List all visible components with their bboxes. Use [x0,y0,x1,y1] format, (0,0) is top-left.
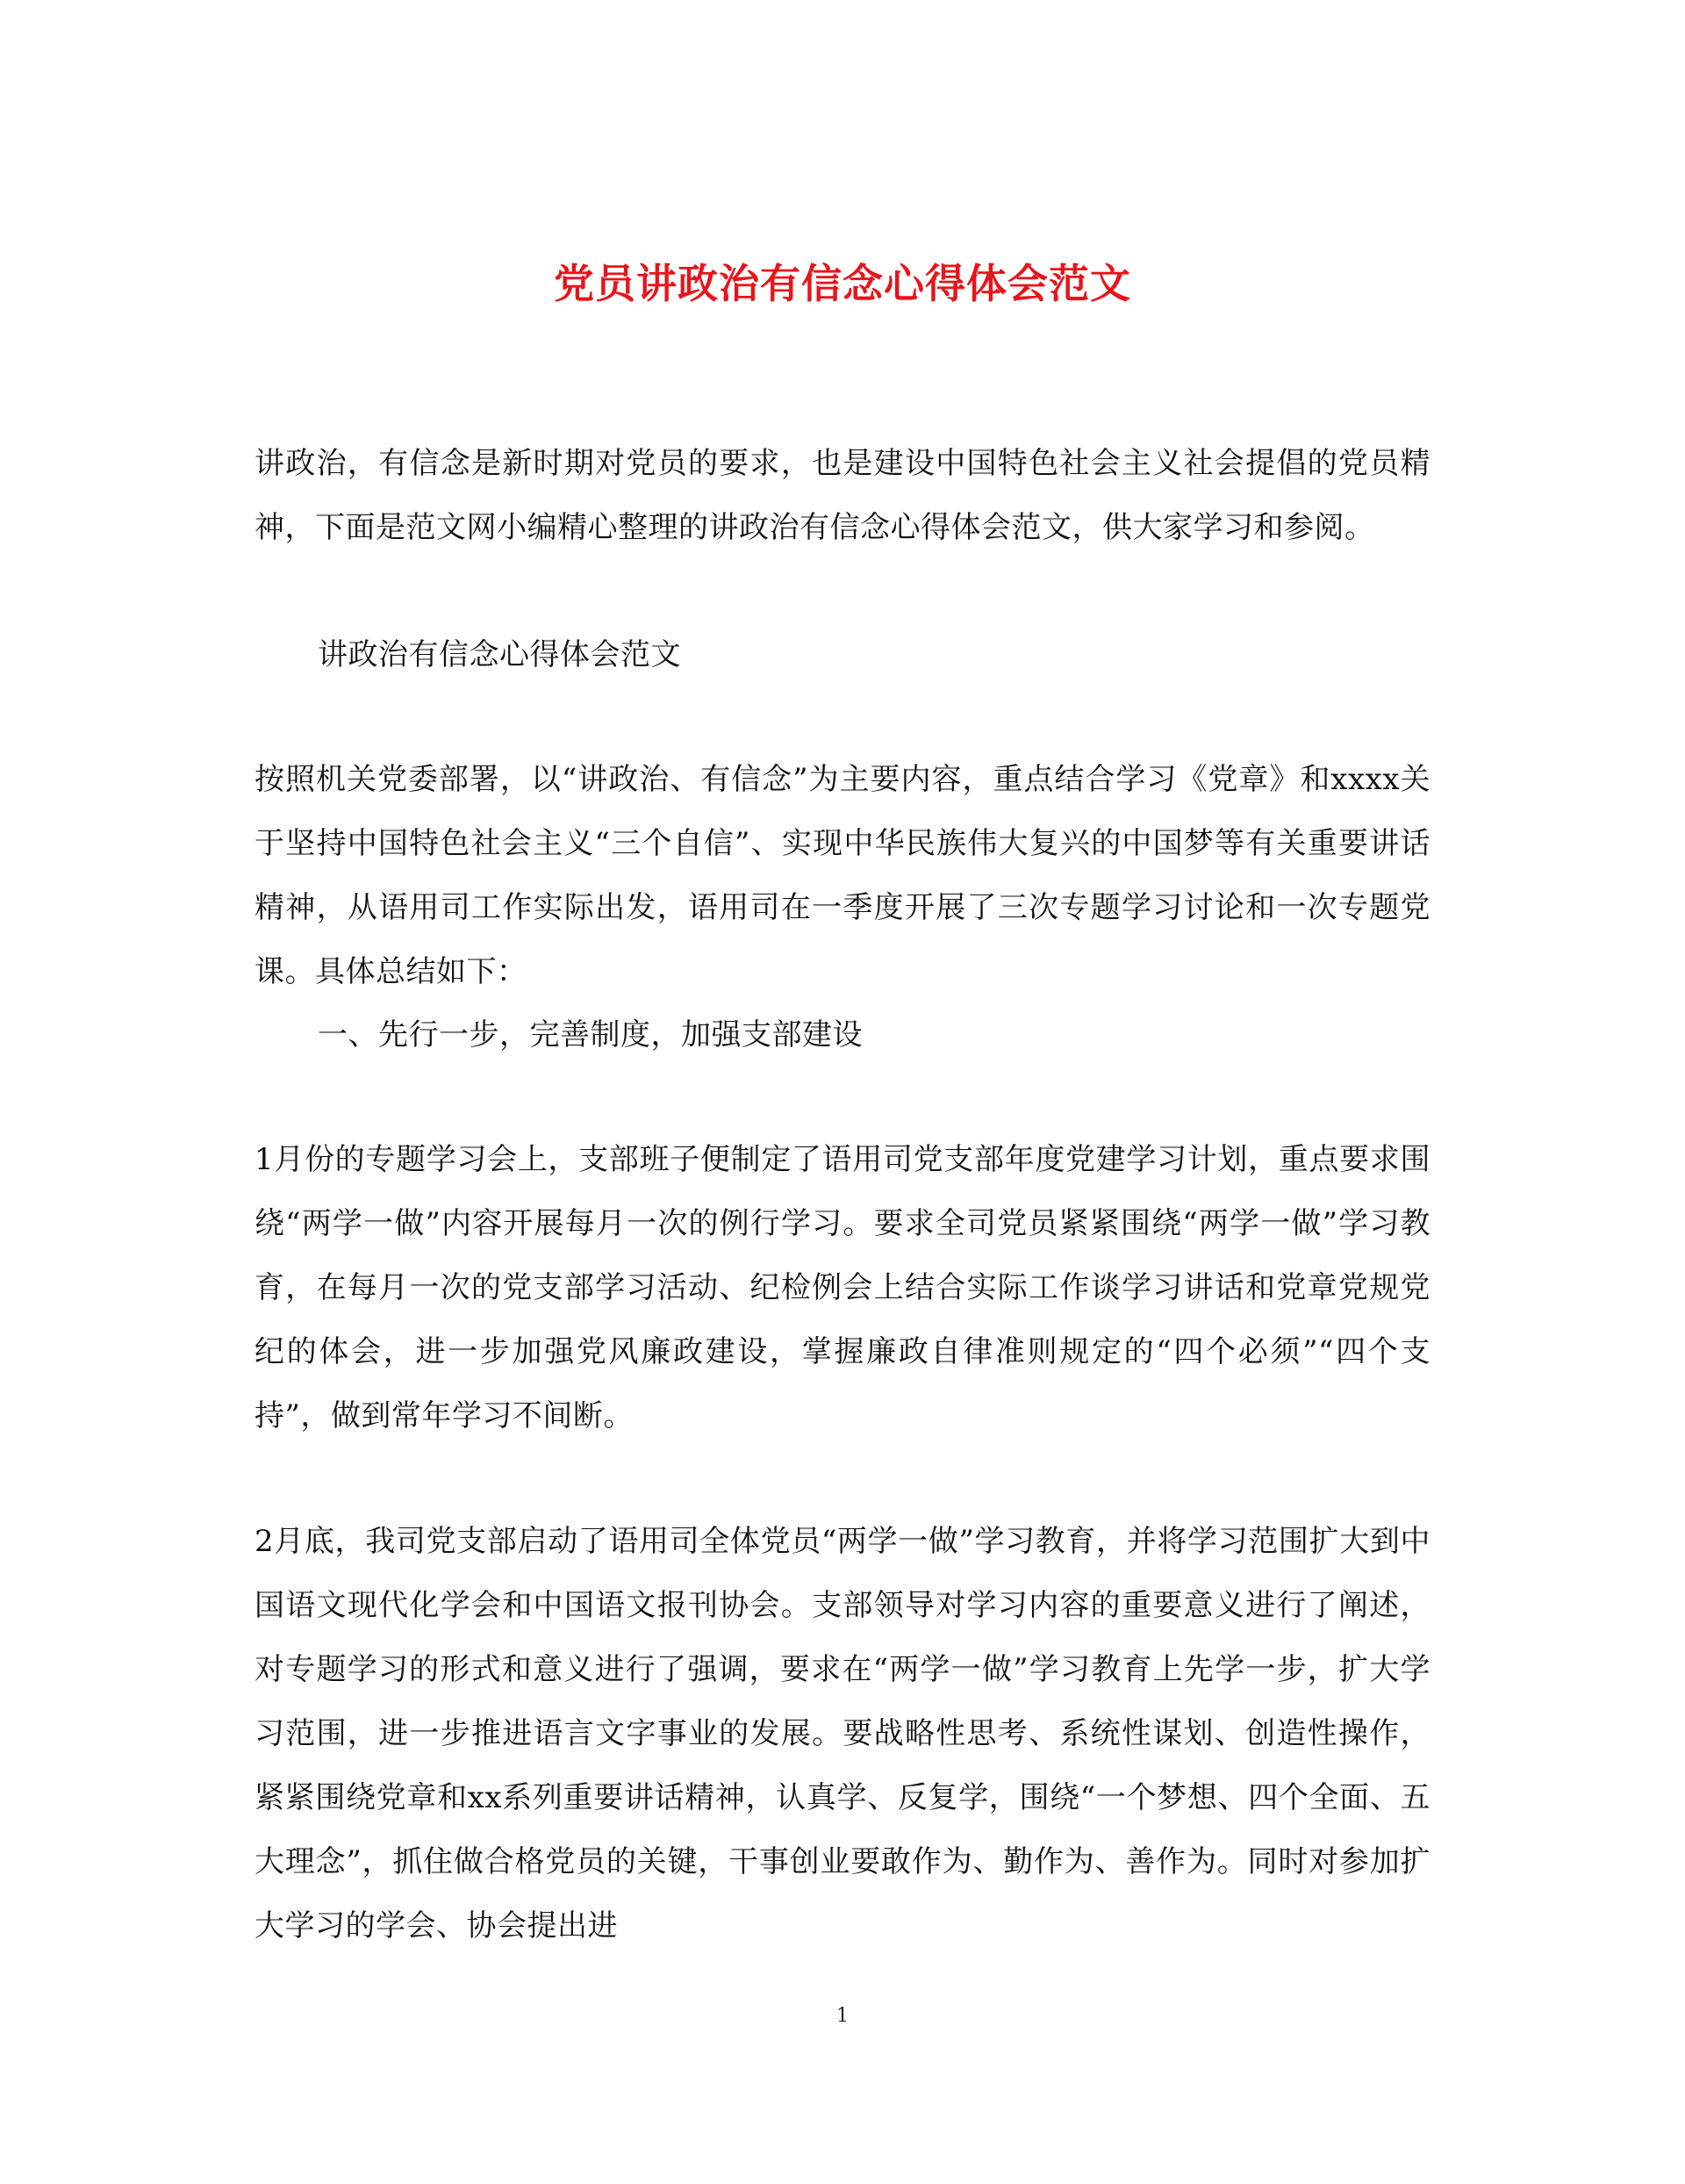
body-paragraph: 2月底，我司党支部启动了语用司全体党员“两学一做”学习教育，并将学习范围扩大到中国语文现代化学会和中国语文报刊协会。支部领导对学习内容的重要意义进行了阐述，对专题学习的形式和意义进行了强调，要求在“两学一做”学习教育上先学一步，扩大学习范围，进一步推进语言文字事业的发展。要战略性思考、系统性谋划、创造性操作，紧紧围绕党章和xx系列重要讲话精神，认真学、反复学，围绕“一个梦想、四个全面、五大理念”，抓住做合格党员的关键，干事创业要敢作为、勤作为、善作为。同时对参加扩大学习的学会、协会提出进 [255,1524,1430,1943]
article-subtitle: 讲政治有信念心得体会范文 [318,637,681,672]
intro-paragraph: 讲政治，有信念是新时期对党员的要求，也是建设中国特色社会主义社会提倡的党员精神，下面是范文网小编精心整理的讲政治有信念心得体会范文，供大家学习和参阅。 [255,446,1430,545]
page-number: 1 [836,2005,849,2027]
body-paragraph: 1月份的专题学习会上，支部班子便制定了语用司党支部年度党建学习计划，重点要求围绕“两学一做”内容开展每月一次的例行学习。要求全司党员紧紧围绕“两学一做”学习教育，在每月一次的党支部学习活动、纪检例会上结合实际工作谈学习讲话和党章党规党纪的体会，进一步加强党风廉政建设，掌握廉政自律准则规定的“四个必须”“四个支持”，做到常年学习不间断。 [255,1142,1430,1433]
document-title: 党员讲政治有信念心得体会范文 [554,259,1131,307]
body-paragraph: 按照机关党委部署，以“讲政治、有信念”为主要内容，重点结合学习《党章》和xxxx关于坚持中国特色社会主义“三个自信”、实现中华民族伟大复兴的中国梦等有关重要讲话精神，从语用司工作实际出发，语用司在一季度开展了三次专题学习讨论和一次专题党课。具体总结如下： [255,762,1430,989]
section-heading: 一、先行一步，完善制度，加强支部建设 [318,1017,863,1052]
